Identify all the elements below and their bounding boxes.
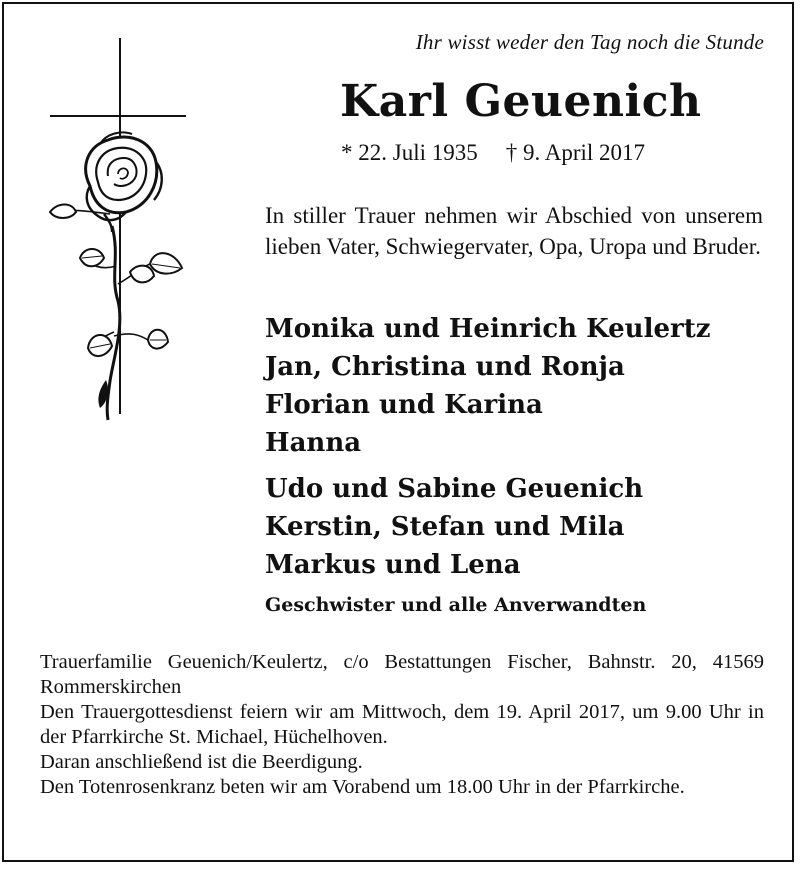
family-line: Monika und Heinrich Keulertz [265,314,711,344]
family-address: Trauerfamilie Geuenich/Keulertz, c/o Bestattungen Fischer, Bahnstr. 20, 41569 Rommerskirchen [40,651,764,698]
motto: Ihr wisst weder den Tag noch die Stunde [415,30,764,54]
footer-info [40,650,764,800]
family-group-1 [265,310,775,462]
family-line: Jan, Christina und Ronja [265,352,625,382]
deceased-name: Karl Geuenich [340,76,702,127]
family-line: Kerstin, Stefan und Mila [265,512,625,542]
intro-text: In stiller Trauer nehmen wir Abschied von unserem lieben Vater, Schwiegervater, Opa, Uropa und Bruder. [265,203,763,259]
cross-icon [40,36,200,436]
burial-info: Daran anschließend ist die Beerdigung. [40,751,363,773]
family-line: Udo und Sabine Geuenich [265,474,644,504]
rosary-info: Den Totenrosenkranz beten wir am Vorabend um 18.00 Uhr in der Pfarrkirche. [40,776,685,798]
life-dates [341,140,645,166]
death-date: † 9. April 2017 [505,140,646,165]
family-line: Markus und Lena [265,550,521,580]
service-info: Den Trauergottesdienst feiern wir am Mittwoch, dem 19. April 2017, um 9.00 Uhr in der Pfarrkirche St. Michael, Hüchelhoven. [40,701,764,748]
family-line: Florian und Karina [265,390,543,420]
rose-icon [50,132,182,420]
family-group-2 [265,470,775,584]
family-line: Hanna [265,428,362,458]
birth-date: * 22. Juli 1935 [341,140,478,165]
other-relatives: Geschwister und alle Anverwandten [265,594,647,616]
